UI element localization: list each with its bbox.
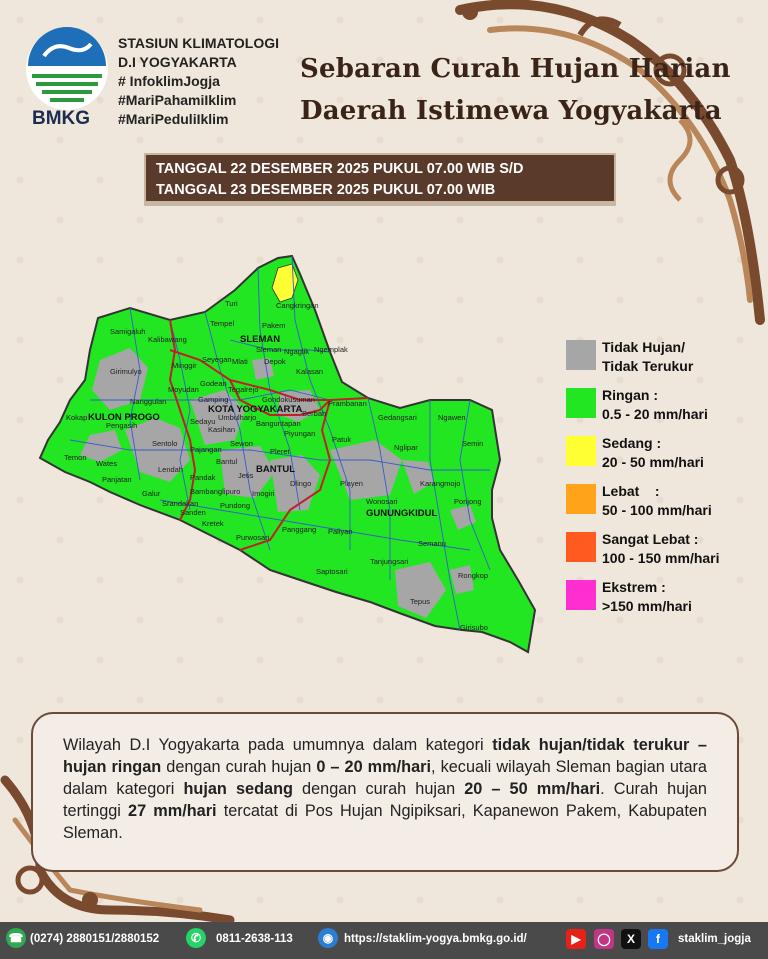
place-label: Samigaluh xyxy=(110,327,146,336)
place-label: Piyungan xyxy=(284,429,316,438)
station-line: STASIUN KLIMATOLOGI xyxy=(118,35,279,51)
place-label: Sentolo xyxy=(152,439,178,448)
place-label: Sedayu xyxy=(190,417,216,426)
legend-swatch xyxy=(566,484,596,514)
legend-label: Tidak Hujan/ Tidak Terukur xyxy=(602,339,694,374)
place-label: Wates xyxy=(96,459,117,468)
place-label: Seyegan xyxy=(202,355,232,364)
date-range-box xyxy=(144,153,616,203)
page-title xyxy=(300,48,731,132)
legend-label: Lebat : 50 - 100 mm/hari xyxy=(602,483,712,518)
place-label: Playen xyxy=(340,479,363,488)
place-label: Semin xyxy=(462,439,484,448)
legend-item xyxy=(566,434,756,482)
place-label: Berbah xyxy=(302,409,327,418)
legend-label: Ekstrem : >150 mm/hari xyxy=(602,579,692,614)
title-line: Daerah Istimewa Yogyakarta xyxy=(300,96,722,126)
place-label: Semanu xyxy=(418,539,446,548)
place-label: Purwosari xyxy=(236,533,270,542)
place-label: Karangmojo xyxy=(420,479,461,488)
logo-text: BMKG xyxy=(32,108,91,129)
place-label: Pandak xyxy=(190,473,216,482)
place-label: Panjatan xyxy=(102,475,132,484)
station-info xyxy=(118,34,279,129)
date-line: TANGGAL 23 DESEMBER 2025 PUKUL 07.00 WIB xyxy=(156,182,496,198)
legend-item xyxy=(566,530,756,578)
place-label: Paliyan xyxy=(328,527,353,536)
place-label: Ngemplak xyxy=(314,345,348,354)
station-line: D.I YOGYAKARTA xyxy=(118,54,237,70)
website-link[interactable]: https://staklim-yogya.bmkg.go.id/ xyxy=(344,933,527,945)
place-label: Sewon xyxy=(230,439,253,448)
whatsapp-icon: ✆ xyxy=(186,928,206,948)
place-label: Kalibawang xyxy=(148,335,187,344)
place-label: Gondokusuman xyxy=(262,395,315,404)
place-label: Srandakan xyxy=(162,499,199,508)
map-legend xyxy=(566,338,756,626)
place-label: Girimulyo xyxy=(110,367,142,376)
place-label: Nglipar xyxy=(394,443,418,452)
regency-label-bantul: BANTUL xyxy=(256,464,296,475)
place-label: Godean xyxy=(200,379,227,388)
description-box: Wilayah D.I Yogyakarta pada umumnya dalam kategori tidak hujan/tidak terukur – hujan ringan dengan curah hujan 0 – 20 mm/hari, kecuali wilayah Sleman bagian utara dalam kategori hujan sedang dengan curah hujan 20 – 50 mm/hari. Curah hujan tertinggi 27 mm/hari tercatat di Pos Hujan Ngipiksari, Kapanewon Pakem, Kabupaten Sleman. xyxy=(31,712,739,872)
hashtag: #MariPahamiIklim xyxy=(118,92,237,108)
place-label: Cangkringan xyxy=(276,301,319,310)
legend-item xyxy=(566,338,756,386)
facebook-icon[interactable]: f xyxy=(648,929,668,949)
place-label: Pengasih xyxy=(106,421,138,430)
place-label: Rongkop xyxy=(458,571,489,580)
place-label: Patuk xyxy=(332,435,352,444)
place-label: Girisubo xyxy=(460,623,488,632)
place-label: Ngawen xyxy=(438,413,466,422)
legend-label: Sangat Lebat : 100 - 150 mm/hari xyxy=(602,531,720,566)
social-handle[interactable]: staklim_jogja xyxy=(678,933,751,945)
title-line: Sebaran Curah Hujan Harian xyxy=(300,54,731,84)
place-label: Jetis xyxy=(238,471,254,480)
whatsapp-number[interactable]: 0811-2638-113 xyxy=(216,933,293,945)
legend-swatch xyxy=(566,436,596,466)
place-label: Pundong xyxy=(220,501,251,510)
phone-icon: ☎ xyxy=(6,928,26,948)
place-label: Bantul xyxy=(216,457,238,466)
legend-swatch xyxy=(566,388,596,418)
legend-swatch xyxy=(566,340,596,370)
place-label: Gamping xyxy=(198,395,229,404)
date-line: TANGGAL 22 DESEMBER 2025 PUKUL 07.00 WIB S/D xyxy=(156,161,524,177)
place-label: Tempel xyxy=(210,319,235,328)
place-label: Pakem xyxy=(262,321,286,330)
regency-label-sleman: SLEMAN xyxy=(240,334,281,345)
regency-label-kulon-progo: KULON PROGO xyxy=(88,412,160,423)
legend-swatch xyxy=(566,532,596,562)
place-label: Pleret xyxy=(270,447,290,456)
place-label: Dlingo xyxy=(290,479,312,488)
place-label: Pajangan xyxy=(190,445,222,454)
place-label: Kretek xyxy=(202,519,224,528)
place-label: Kalasan xyxy=(296,367,324,376)
place-label: Bambanglipuro xyxy=(190,487,241,496)
place-label: Lendah xyxy=(158,465,184,474)
globe-icon: ◉ xyxy=(318,928,338,948)
place-label: Gedangsari xyxy=(378,413,417,422)
place-label: Prambanan xyxy=(328,399,367,408)
bmkg-logo-icon xyxy=(24,26,110,112)
place-label: Moyudan xyxy=(168,385,199,394)
legend-item xyxy=(566,578,756,626)
place-label: Wonosari xyxy=(366,497,398,506)
place-label: Kasihan xyxy=(208,425,236,434)
place-label: Tepus xyxy=(410,597,431,606)
place-label: Kokap xyxy=(66,413,88,422)
x-icon[interactable]: X xyxy=(621,929,641,949)
instagram-icon[interactable]: ◯ xyxy=(594,929,614,949)
place-label: Minggir xyxy=(172,361,197,370)
place-label: Imogiri xyxy=(252,489,275,498)
place-label: Galur xyxy=(142,489,161,498)
place-label: Sanden xyxy=(180,508,206,517)
legend-label: Sedang : 20 - 50 mm/hari xyxy=(602,435,704,470)
place-label: Banguntapan xyxy=(256,419,301,428)
place-label: Panggang xyxy=(282,525,317,534)
youtube-icon[interactable]: ▶ xyxy=(566,929,586,949)
phone-number[interactable]: (0274) 2880151/2880152 xyxy=(30,933,160,945)
place-label: Ngaglik xyxy=(284,347,310,356)
legend-item xyxy=(566,386,756,434)
place-label: Saptosari xyxy=(316,567,348,576)
legend-label: Ringan : 0.5 - 20 mm/hari xyxy=(602,387,708,422)
place-label: Depok xyxy=(264,357,286,366)
place-label: Mlati xyxy=(232,357,248,366)
place-label: Ponjong xyxy=(454,497,482,506)
hashtag: # InfoklimJogja xyxy=(118,73,220,89)
place-label: Sleman xyxy=(256,345,282,354)
regency-label-gunungkidul: GUNUNGKIDUL xyxy=(366,508,438,519)
hashtag: #MariPeduliIklim xyxy=(118,111,229,127)
rainfall-map xyxy=(30,250,550,660)
place-label: Tanjungsari xyxy=(370,557,409,566)
place-label: Tegalrejo xyxy=(228,385,259,394)
place-label: Umbulharjo xyxy=(218,413,257,422)
legend-swatch xyxy=(566,580,596,610)
place-label: Turi xyxy=(225,299,238,308)
legend-item xyxy=(566,482,756,530)
footer-bar xyxy=(0,922,768,959)
regency-label-kota: KOTA YOGYAKARTA xyxy=(208,404,303,415)
place-label: Nanggulan xyxy=(130,397,167,406)
place-label: Temon xyxy=(64,453,87,462)
